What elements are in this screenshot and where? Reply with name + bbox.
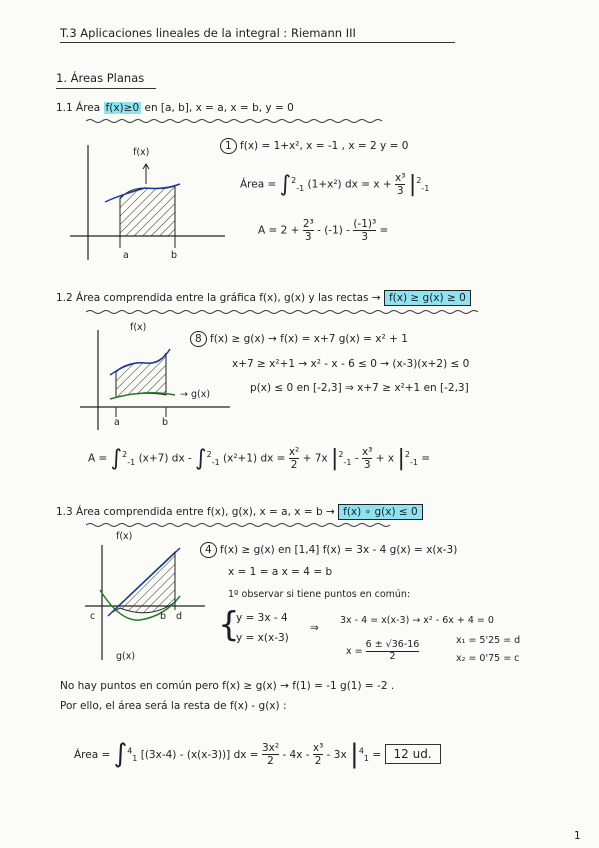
subsection-1-1-heading: 1.1 Área f(x)≥0 en [a, b], x = a, x = b, y = 0 <box>56 102 294 114</box>
label-a: a <box>123 250 129 261</box>
example-number: 8 <box>190 331 207 347</box>
wavy-underline <box>86 309 486 315</box>
example-8-line1: 8 f(x) ≥ g(x) → f(x) = x+7 g(x) = x² + 1 <box>190 333 408 345</box>
example-number: 4 <box>200 542 217 558</box>
label-fx: f(x) <box>130 322 147 333</box>
label-gx: g(x) <box>116 651 136 662</box>
final-area-integral: Área = ∫$^4_1$ [(3x-4) - (x(x-3))] dx = $\frac{\text{3x²}}{2}$ - 4x - $\frac{\text{x³}}{2}$ - 3x $|^4_1 = 12$ ud. <box>74 740 441 770</box>
note-line2: Por ello, el área será la resta de f(x) - g(x) : <box>60 700 287 712</box>
note-line1: No hay puntos en común pero f(x) ≥ g(x) → f(1) = -1 g(1) = -2 . <box>60 680 395 692</box>
condition-box: f(x) ∘ g(x) ≤ 0 <box>338 504 423 520</box>
label-gx: → g(x) <box>180 389 211 400</box>
label-b: b <box>162 417 169 428</box>
area-integral-2: A = ∫$^2_{-1}$ (x+7) dx - ∫$^2_{-1}$ (x²+1) dx = $\frac{\text{x²}}{2}$ + 7x $|^2_{-1}$ - $\frac{\text{x³}}{3}$ + x $|^2_{-1}$ = <box>88 446 431 472</box>
wavy-underline <box>86 118 386 124</box>
page-number: 1 <box>574 830 581 842</box>
label-b: b <box>171 250 178 261</box>
system-eq1: y = 3x - 4 <box>236 612 288 624</box>
title-underline <box>60 42 455 43</box>
label-b: b <box>160 611 167 622</box>
quadratic-formula: x = $\frac{6 \pm √36-16}{2}$ <box>346 639 420 662</box>
example-4-line3: 1º observar si tiene puntos en común: <box>228 589 411 600</box>
example-1-statement: 1 f(x) = 1+x², x = -1 , x = 2 y = 0 <box>220 140 408 152</box>
final-result-box: 12 ud. <box>385 744 441 764</box>
root-x1: x₁ = 5'25 = d <box>456 635 521 646</box>
example-4-line1: 4 f(x) ≥ g(x) en [1,4] f(x) = 3x - 4 g(x) = x(x-3) <box>200 544 457 556</box>
example-8-line3: p(x) ≤ 0 en [-2,3] ⇒ x+7 ≥ x²+1 en [-2,3] <box>250 382 469 394</box>
section-title: 1. Áreas Planas <box>56 71 145 85</box>
label-c: c <box>90 611 96 622</box>
system-result1: 3x - 4 = x(x-3) → x² - 6x + 4 = 0 <box>340 615 494 626</box>
subsection-1-3-heading: 1.3 Área comprendida entre f(x), g(x), x = a, x = b → f(x) ∘ g(x) ≤ 0 <box>56 506 423 518</box>
page-title: T.3 Aplicaciones lineales de la integral : Riemann III <box>60 26 356 40</box>
system-eq2: y = x(x-3) <box>236 632 289 644</box>
graph-area-crossing <box>80 540 210 670</box>
label-fx: f(x) <box>133 147 150 158</box>
subsection-1-2-heading: 1.2 Área comprendida entre la gráfica f(x), g(x) y las rectas → f(x) ≥ g(x) ≥ 0 <box>56 292 471 304</box>
label-a: a <box>114 417 120 428</box>
area-integral-1: Área = ∫$^2_{-1}$ (1+x²) dx = x + $\frac{\text{x³}}{3}$ $|^2_{-1}$ <box>240 172 430 198</box>
area-computation-1: A = 2 + $\frac{\text{2³}}{3}$ - (-1) - $\frac{\text{(-1)³}}{3}$ = <box>258 218 389 244</box>
example-number: 1 <box>220 138 237 154</box>
section-underline <box>56 88 156 89</box>
label-fx: f(x) <box>116 531 133 542</box>
system-brace: { <box>218 605 240 645</box>
example-4-line2: x = 1 = a x = 4 = b <box>228 566 333 578</box>
condition-box: f(x) ≥ g(x) ≥ 0 <box>384 290 471 306</box>
graph-area-positive <box>60 140 230 270</box>
system-arrow: ⇒ <box>310 622 319 634</box>
root-x2: x₂ = 0'75 = c <box>456 653 520 664</box>
example-8-line2: x+7 ≥ x²+1 → x² - x - 6 ≤ 0 → (x-3)(x+2) ≤ 0 <box>232 358 470 370</box>
highlight-fx-positive: f(x)≥0 <box>105 102 140 114</box>
wavy-underline <box>86 522 396 528</box>
label-d: d <box>176 611 183 622</box>
